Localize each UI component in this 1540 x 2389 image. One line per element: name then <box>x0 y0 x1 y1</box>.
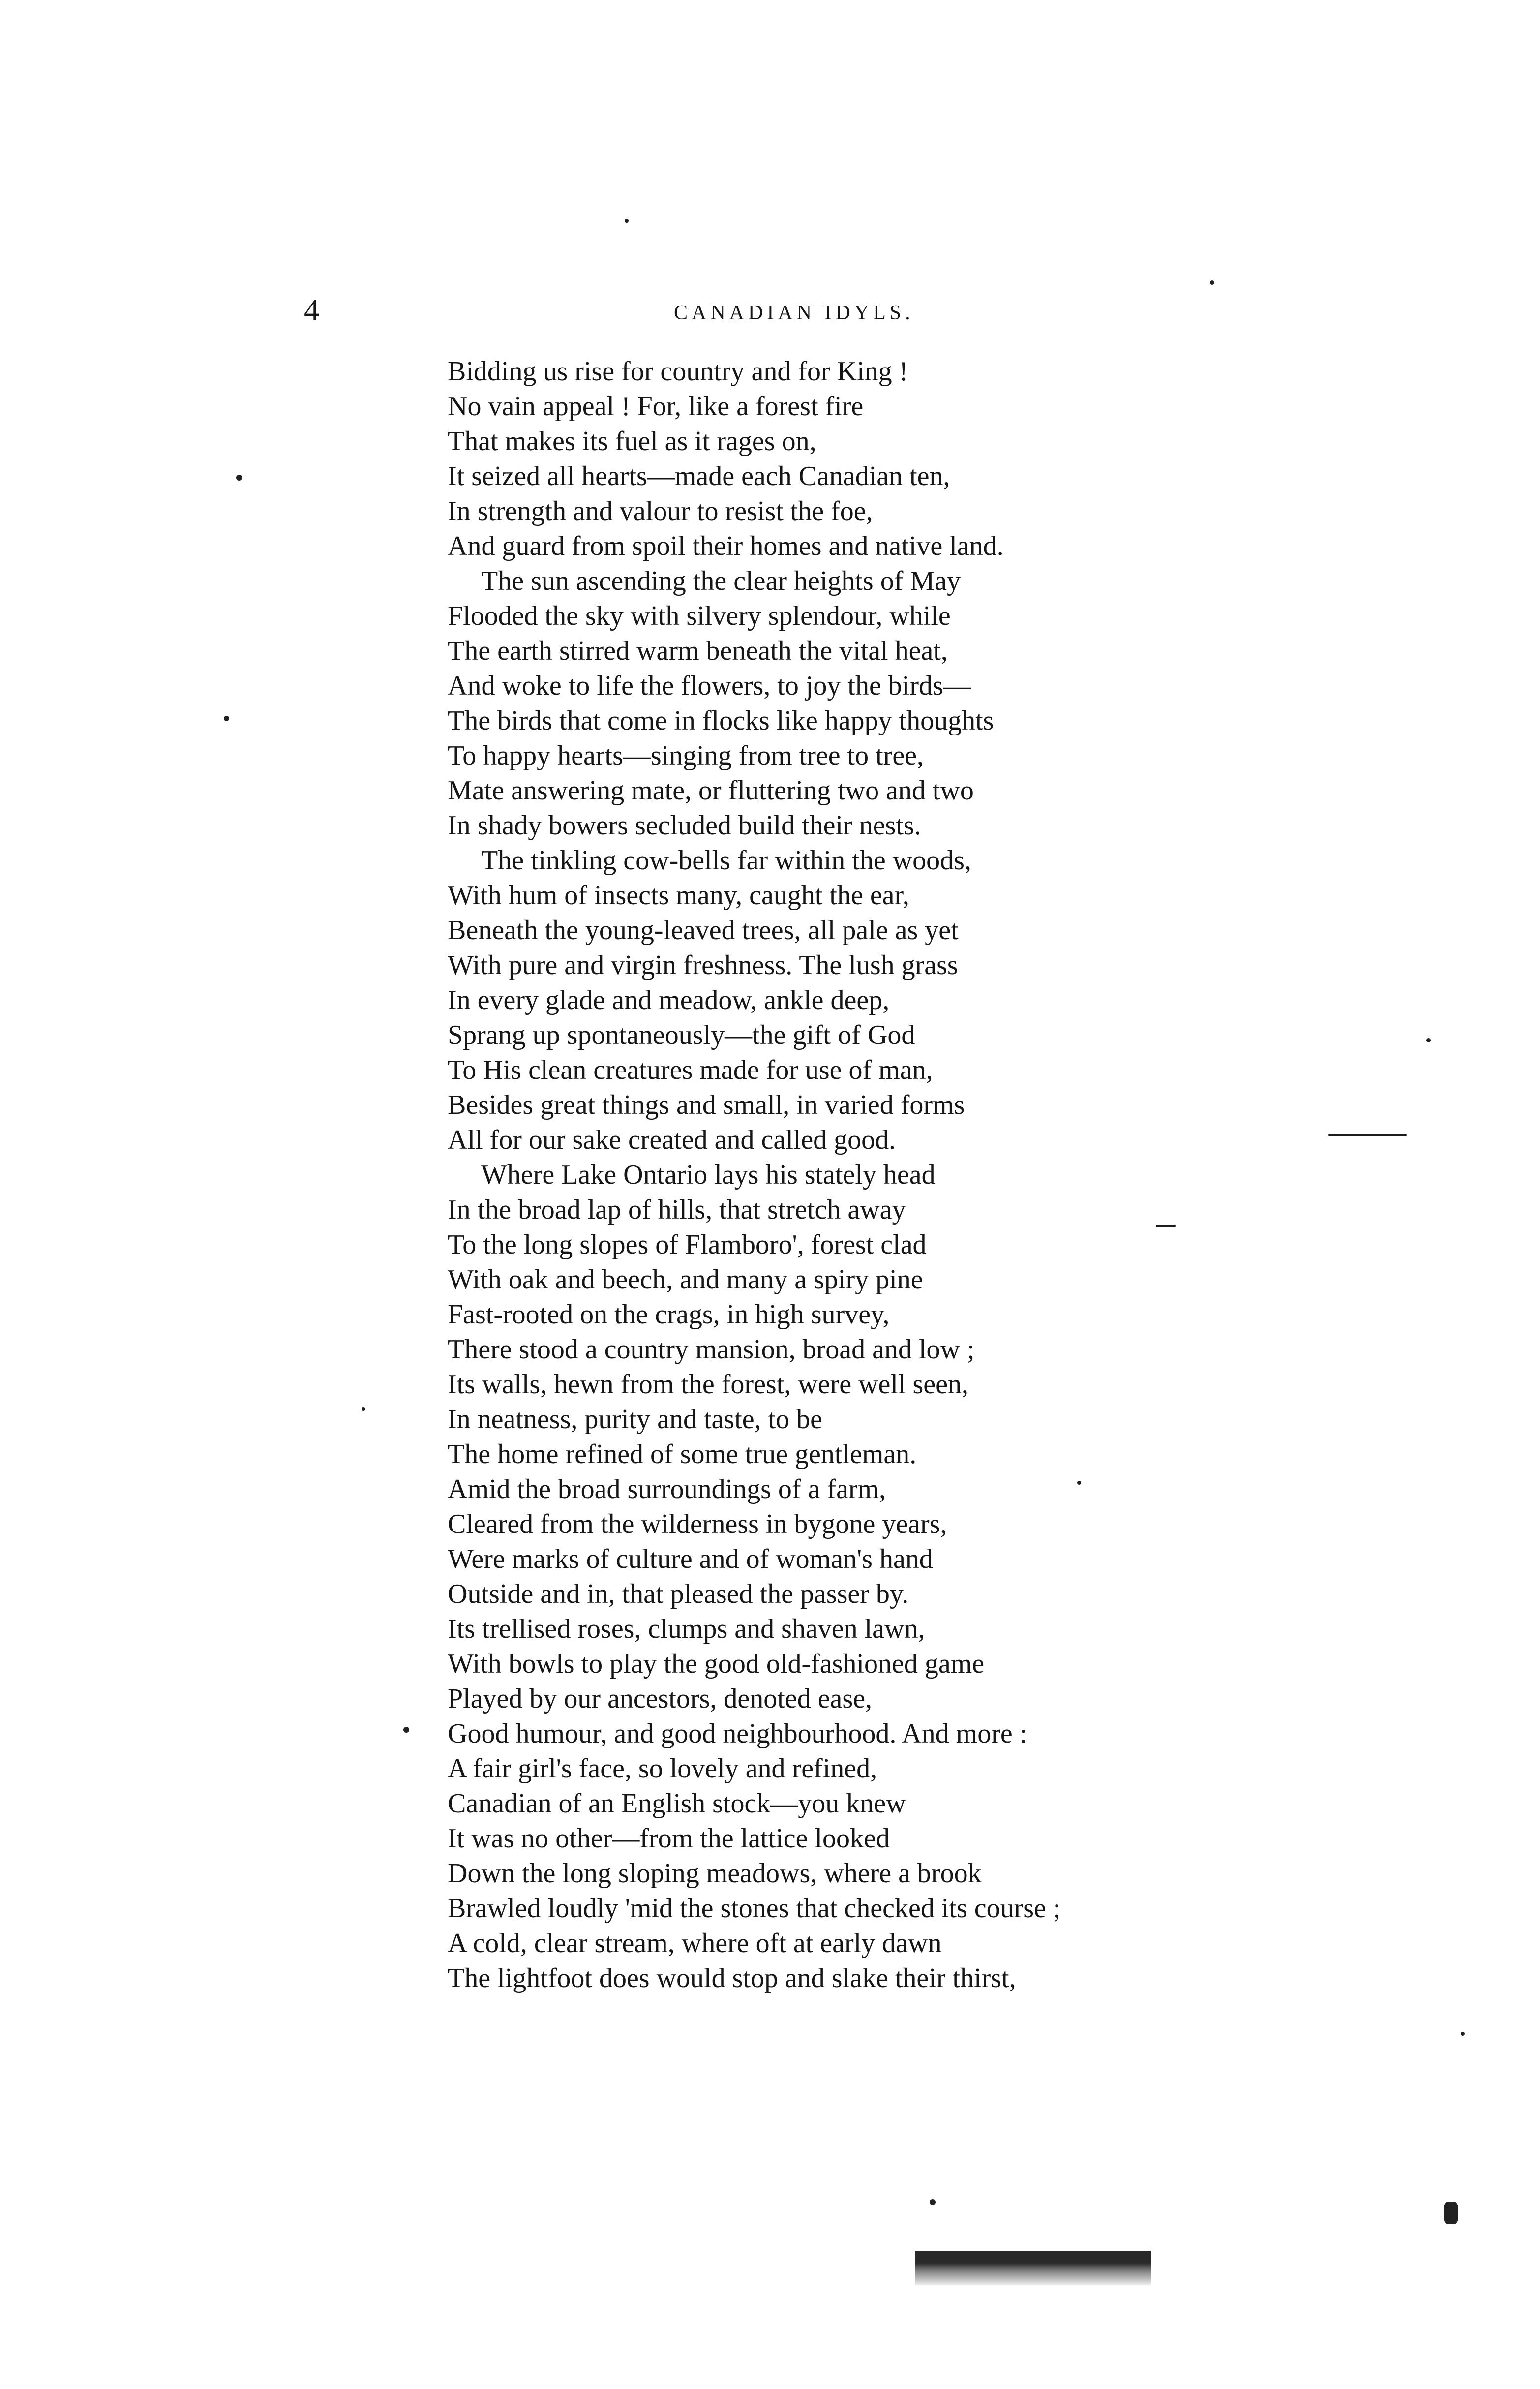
poem-line: With bowls to play the good old-fashioned game <box>448 1649 985 1679</box>
poem-line: To the long slopes of Flamboro', forest clad <box>448 1229 927 1260</box>
scan-speck <box>1461 2032 1465 2036</box>
page-number: 4 <box>304 294 319 327</box>
poem-line: All for our sake created and called good. <box>448 1125 896 1155</box>
scan-speck <box>625 219 629 223</box>
poem-line: A cold, clear stream, where oft at early dawn <box>448 1928 942 1959</box>
scan-smudge <box>915 2251 1151 2285</box>
poem-line: In shady bowers secluded build their nests. <box>448 810 921 841</box>
scan-speck <box>362 1407 365 1411</box>
poem-line: It seized all hearts—made each Canadian ten, <box>448 461 950 491</box>
poem-line: Outside and in, that pleased the passer by. <box>448 1579 909 1609</box>
scan-speck <box>403 1727 409 1733</box>
poem-line: In every glade and meadow, ankle deep, <box>448 985 890 1015</box>
poem-line: Amid the broad surroundings of a farm, <box>448 1474 886 1504</box>
scan-speck <box>1077 1481 1081 1485</box>
poem-line: Played by our ancestors, denoted ease, <box>448 1684 873 1714</box>
poem-line: There stood a country mansion, broad and low ; <box>448 1334 975 1365</box>
poem-line: Its trellised roses, clumps and shaven lawn, <box>448 1614 925 1644</box>
poem-line: To happy hearts—singing from tree to tree, <box>448 740 924 771</box>
scan-speck <box>236 475 242 481</box>
scan-speck <box>1444 2202 1458 2224</box>
poem-line: With pure and virgin freshness. The lush grass <box>448 950 958 980</box>
poem-line: Brawled loudly 'mid the stones that checked its course ; <box>448 1893 1061 1924</box>
poem-line: The lightfoot does would stop and slake their thirst, <box>448 1963 1016 1993</box>
poem-line: Good humour, and good neighbourhood. And more : <box>448 1718 1027 1749</box>
poem-line: And woke to life the flowers, to joy the birds— <box>448 671 971 701</box>
poem-line: No vain appeal ! For, like a forest fire <box>448 391 864 422</box>
poem-line: The earth stirred warm beneath the vital heat, <box>448 636 948 666</box>
poem-line: With oak and beech, and many a spiry pine <box>448 1264 923 1295</box>
scan-speck <box>1210 280 1214 285</box>
poem-line: The sun ascending the clear heights of May <box>481 566 961 596</box>
poem-line: And guard from spoil their homes and native land. <box>448 531 1004 561</box>
poem-line: Mate answering mate, or fluttering two and two <box>448 775 974 806</box>
poem-line: In strength and valour to resist the foe, <box>448 496 873 526</box>
poem-line: Besides great things and small, in varied forms <box>448 1090 965 1120</box>
poem-line: Flooded the sky with silvery splendour, while <box>448 601 951 631</box>
poem-line: The home refined of some true gentleman. <box>448 1439 917 1470</box>
scan-stroke <box>1156 1225 1176 1227</box>
poem-line: To His clean creatures made for use of man, <box>448 1055 933 1085</box>
poem-line: Down the long sloping meadows, where a brook <box>448 1858 982 1889</box>
poem-line: In neatness, purity and taste, to be <box>448 1404 823 1435</box>
poem-line: With hum of insects many, caught the ear, <box>448 880 909 911</box>
poem-line: It was no other—from the lattice looked <box>448 1823 890 1854</box>
running-title: CANADIAN IDYLS. <box>674 302 914 324</box>
poem-body <box>448 354 1215 1996</box>
poem-line: Where Lake Ontario lays his stately head <box>481 1160 936 1190</box>
poem-line: Sprang up spontaneously—the gift of God <box>448 1020 915 1050</box>
poem-line: Bidding us rise for country and for King ! <box>448 356 908 387</box>
poem-line: Fast-rooted on the crags, in high survey, <box>448 1299 890 1330</box>
poem-line: In the broad lap of hills, that stretch away <box>448 1194 906 1225</box>
scan-speck <box>1426 1038 1431 1042</box>
poem-line: That makes its fuel as it rages on, <box>448 426 816 457</box>
poem-line: The birds that come in flocks like happy thoughts <box>448 705 994 736</box>
poem-line: Were marks of culture and of woman's hand <box>448 1544 933 1574</box>
scan-speck <box>224 716 229 721</box>
poem-line: Beneath the young-leaved trees, all pale as yet <box>448 915 959 946</box>
poem-line: Canadian of an English stock—you knew <box>448 1788 906 1819</box>
poem-line: Its walls, hewn from the forest, were well seen, <box>448 1369 968 1400</box>
poem-line: Cleared from the wilderness in bygone years, <box>448 1509 947 1539</box>
poem-line: A fair girl's face, so lovely and refined, <box>448 1753 877 1784</box>
poem-line: The tinkling cow-bells far within the woods, <box>481 845 971 876</box>
scan-speck <box>930 2199 936 2205</box>
scan-stroke <box>1328 1134 1407 1136</box>
